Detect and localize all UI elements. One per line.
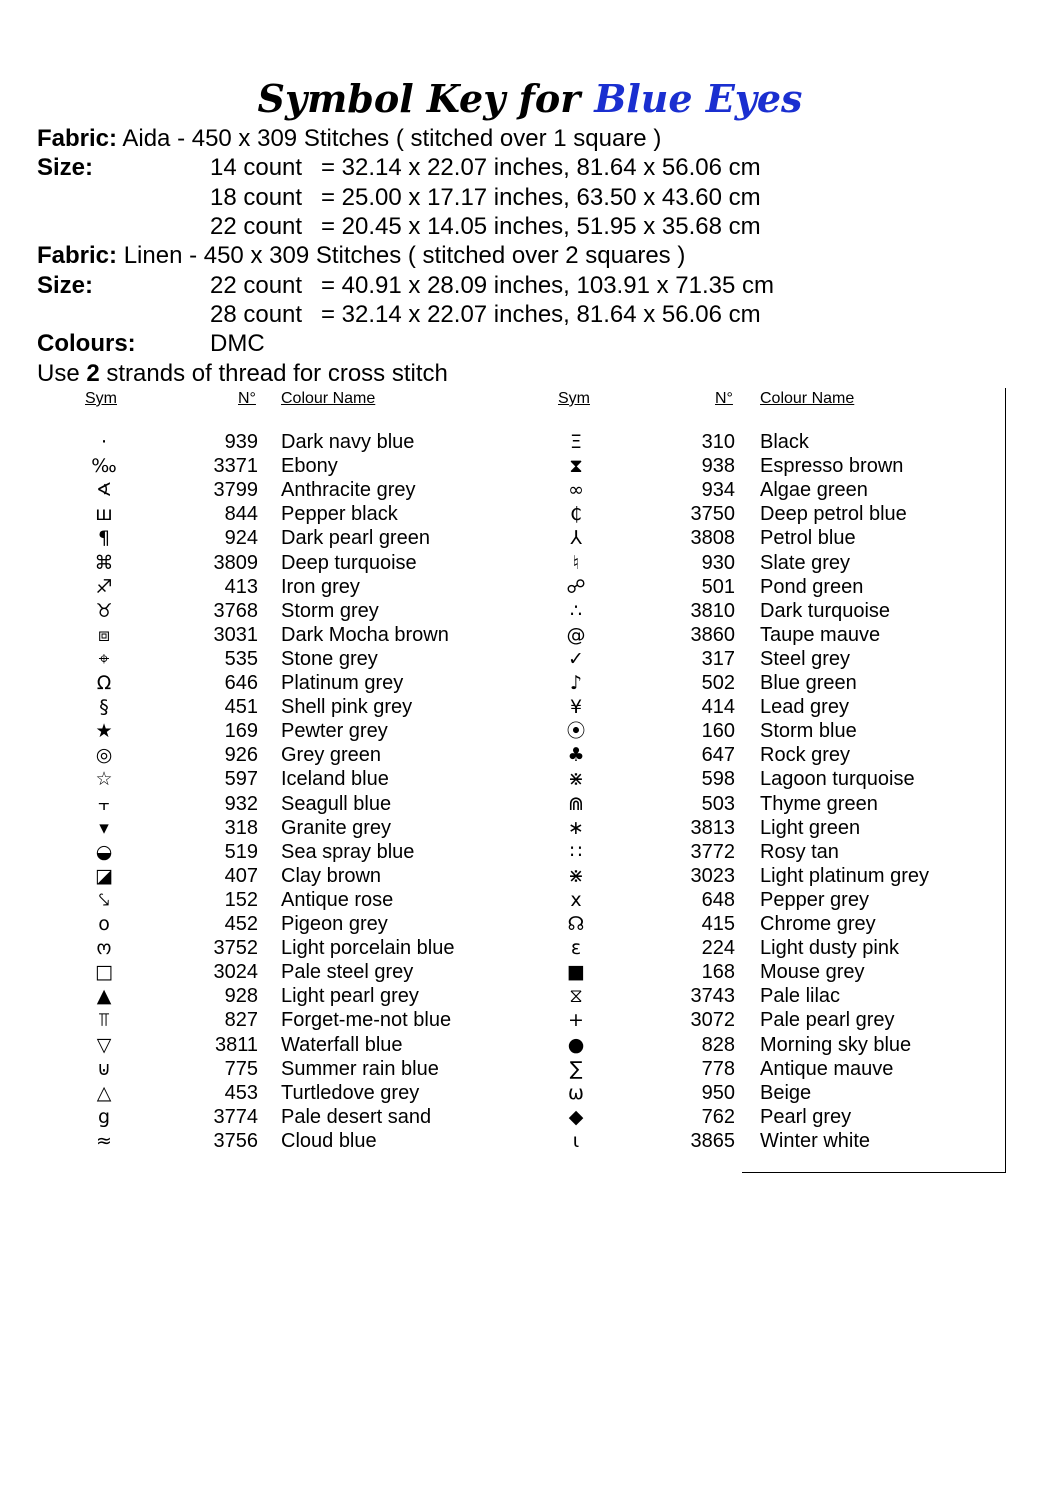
colour-name: Clay brown: [281, 865, 382, 887]
symbol-glyph: ⦿: [566, 720, 586, 742]
symbol-glyph: Ξ: [569, 431, 582, 453]
colours-line: [37, 329, 265, 358]
colour-name: Steel grey: [760, 648, 851, 670]
dmc-number: 3371: [213, 455, 258, 477]
dmc-number: 3860: [690, 624, 735, 646]
dmc-number: 648: [701, 889, 735, 911]
dmc-number: 453: [224, 1082, 258, 1104]
symbol-glyph: ⫪: [98, 1009, 110, 1031]
dmc-number: 3756: [213, 1130, 258, 1152]
dmc-number: 3809: [213, 552, 258, 574]
symbol-glyph: @: [566, 624, 586, 646]
colour-name: Stone grey: [281, 648, 378, 670]
dmc-number: 3750: [690, 503, 735, 525]
symbol-glyph: ⫟: [98, 793, 110, 815]
colour-name: Turtledove grey: [281, 1082, 420, 1104]
table-right-border: [1005, 388, 1006, 1173]
dmc-number: 503: [701, 793, 735, 815]
dmc-number: 3031: [213, 624, 258, 646]
dmc-number: 451: [224, 696, 258, 718]
colour-name: Pale desert sand: [281, 1106, 432, 1128]
symbol-glyph: ▾: [99, 817, 109, 839]
symbol-glyph: ∴: [569, 600, 583, 622]
dmc-number: 934: [701, 479, 735, 501]
dmc-number: 3799: [213, 479, 258, 501]
colour-name: Petrol blue: [760, 527, 856, 549]
symbol-glyph: g: [97, 1106, 111, 1128]
dmc-number: 224: [701, 937, 735, 959]
dmc-number: 152: [224, 889, 258, 911]
linen-fabric-line: [37, 241, 685, 270]
dmc-number: 924: [224, 527, 258, 549]
dmc-number: 597: [224, 768, 258, 790]
colour-name: Slate grey: [760, 552, 851, 574]
size-dims: = 20.45 x 14.05 inches, 51.95 x 35.68 cm: [321, 213, 761, 240]
colour-name: Light dusty pink: [760, 937, 899, 959]
symbol-glyph: ♉: [95, 600, 113, 622]
page-title: [0, 76, 1060, 121]
symbol-glyph: ‰: [91, 455, 117, 477]
dmc-number: 3774: [213, 1106, 258, 1128]
dmc-number: 928: [224, 985, 258, 1007]
symbol-glyph: □: [95, 961, 113, 983]
dmc-number: 844: [224, 503, 258, 525]
colour-name: Pearl grey: [760, 1106, 852, 1128]
colour-name: Deep petrol blue: [760, 503, 907, 525]
colour-name: Pale pearl grey: [760, 1009, 895, 1031]
table-bottom-border: [742, 1172, 1006, 1173]
dmc-number: 646: [224, 672, 258, 694]
size-label: Size:: [37, 154, 94, 181]
header-num-right: N°: [715, 390, 733, 407]
dmc-number: 414: [701, 696, 735, 718]
colour-name: Dark pearl green: [281, 527, 430, 549]
symbol-glyph: ⋒: [568, 793, 584, 815]
aida-size-line-1: [37, 153, 761, 182]
colour-name: Dark turquoise: [760, 600, 891, 622]
colour-name: Morning sky blue: [760, 1034, 912, 1056]
dmc-number: 762: [701, 1106, 735, 1128]
colour-name: Light green: [760, 817, 861, 839]
dmc-number: 3808: [690, 527, 735, 549]
symbol-glyph: ш: [95, 503, 113, 525]
symbol-glyph: ▽: [96, 1034, 112, 1056]
colour-name: Summer rain blue: [281, 1058, 439, 1080]
dmc-number: 930: [701, 552, 735, 574]
fabric-label: Fabric:: [37, 242, 118, 269]
aida-fabric-line: [37, 124, 661, 153]
dmc-number: 932: [224, 793, 258, 815]
colour-name: Black: [760, 431, 809, 453]
symbol-glyph: ⌘: [94, 552, 114, 574]
symbol-glyph: ♮: [572, 552, 580, 574]
strands-count: 2: [86, 360, 100, 387]
dmc-number: 318: [224, 817, 258, 839]
symbol-glyph: ⧈: [97, 624, 111, 646]
colour-name: Winter white: [760, 1130, 871, 1152]
colour-name: Dark navy blue: [281, 431, 415, 453]
size-count: 28 count: [210, 301, 303, 328]
symbol-glyph: x: [570, 889, 582, 911]
dmc-number: 3072: [690, 1009, 735, 1031]
fabric-label: Fabric:: [37, 125, 118, 152]
colour-name: Lagoon turquoise: [760, 768, 915, 790]
dmc-number: 502: [701, 672, 735, 694]
colour-name: Iron grey: [281, 576, 360, 598]
colour-name: Iceland blue: [281, 768, 389, 790]
colour-name: Lead grey: [760, 696, 849, 718]
dmc-number: 160: [701, 720, 735, 742]
size-count: 22 count: [210, 272, 303, 299]
colour-name: Pewter grey: [281, 720, 388, 742]
symbol-glyph: △: [96, 1082, 112, 1104]
dmc-number: 3768: [213, 600, 258, 622]
dmc-number: 827: [224, 1009, 258, 1031]
symbol-glyph: ◆: [568, 1106, 584, 1128]
symbol-glyph: ·: [100, 431, 108, 453]
symbol-glyph: Ω: [96, 672, 112, 694]
dmc-number: 598: [701, 768, 735, 790]
symbol-glyph: ☍: [566, 576, 586, 598]
symbol-glyph: ◪: [95, 865, 113, 887]
strands-instruction: [37, 359, 448, 388]
colour-name: Light pearl grey: [281, 985, 419, 1007]
symbol-glyph: ¶: [97, 527, 111, 549]
colour-name: Pond green: [760, 576, 864, 598]
colour-name: Grey green: [281, 744, 382, 766]
size-dims: = 40.91 x 28.09 inches, 103.91 x 71.35 cm: [321, 272, 774, 299]
colour-name: Blue green: [760, 672, 857, 694]
colour-name: Pigeon grey: [281, 913, 388, 935]
symbol-glyph: ⧖: [569, 985, 583, 1007]
colour-name: Seagull blue: [281, 793, 392, 815]
dmc-number: 3772: [690, 841, 735, 863]
colour-name: Chrome grey: [760, 913, 876, 935]
symbol-glyph: +: [568, 1009, 584, 1031]
dmc-number: 775: [224, 1058, 258, 1080]
dmc-number: 926: [224, 744, 258, 766]
linen-size-line-1: [37, 271, 774, 300]
symbol-glyph: ⋇: [568, 768, 584, 790]
symbol-glyph: o: [98, 913, 110, 935]
symbol-glyph: ◒: [95, 841, 113, 863]
colour-name: Storm blue: [760, 720, 857, 742]
dmc-number: 415: [701, 913, 735, 935]
strands-prefix: Use: [37, 360, 80, 387]
colour-name: Rock grey: [760, 744, 851, 766]
colour-name: Platinum grey: [281, 672, 404, 694]
symbol-glyph: ♐: [95, 576, 113, 598]
colour-name: Antique rose: [281, 889, 394, 911]
colour-name: Waterfall blue: [281, 1034, 403, 1056]
header-sym-right: Sym: [558, 390, 590, 407]
symbol-glyph: ∑: [569, 1058, 583, 1080]
symbol-glyph: ⌖: [98, 648, 110, 670]
dmc-number: 3752: [213, 937, 258, 959]
symbol-glyph: ⅄: [570, 527, 582, 549]
symbol-glyph: ∗: [568, 817, 584, 839]
colour-name: Beige: [760, 1082, 812, 1104]
size-count: 18 count: [210, 184, 303, 211]
symbol-glyph: ♪: [569, 672, 583, 694]
colour-name: Rosy tan: [760, 841, 839, 863]
colour-name: Storm grey: [281, 600, 379, 622]
symbol-glyph: ∢: [96, 479, 112, 501]
symbol-glyph: ∞: [568, 479, 584, 501]
symbol-glyph: ɩ: [572, 1130, 580, 1152]
size-dims: = 25.00 x 17.17 inches, 63.50 x 43.60 cm: [321, 184, 761, 211]
symbol-glyph: ☆: [95, 768, 113, 790]
colour-name: Ebony: [281, 455, 338, 477]
colour-name: Pale lilac: [760, 985, 841, 1007]
dmc-number: 452: [224, 913, 258, 935]
colours-value: DMC: [210, 330, 265, 357]
dmc-number: 647: [701, 744, 735, 766]
symbol-glyph: ♣: [567, 744, 585, 766]
dmc-number: 938: [701, 455, 735, 477]
dmc-number: 310: [701, 431, 735, 453]
symbol-glyph: ⤥: [98, 889, 110, 911]
symbol-glyph: ∷: [569, 841, 583, 863]
colour-name: Thyme green: [760, 793, 878, 815]
dmc-number: 828: [701, 1034, 735, 1056]
title-pattern-name: Blue Eyes: [594, 76, 803, 121]
dmc-number: 317: [701, 648, 735, 670]
dmc-number: 3811: [214, 1034, 258, 1056]
header-name-left: Colour Name: [281, 390, 376, 407]
colour-name: Sea spray blue: [281, 841, 415, 863]
dmc-number: 3813: [690, 817, 735, 839]
dmc-number: 413: [224, 576, 258, 598]
colour-name: Deep turquoise: [281, 552, 417, 574]
symbol-glyph: ●: [567, 1034, 585, 1056]
colour-name: Pepper grey: [760, 889, 869, 911]
strands-suffix: strands of thread for cross stitch: [106, 360, 448, 387]
dmc-number: 3024: [213, 961, 258, 983]
dmc-number: 169: [224, 720, 258, 742]
colour-name: Anthracite grey: [281, 479, 416, 501]
colours-label: Colours:: [37, 330, 136, 357]
dmc-number: 3865: [690, 1130, 735, 1152]
symbol-glyph: ⋇: [568, 865, 584, 887]
symbol-glyph: ⧗: [569, 455, 583, 477]
symbol-glyph: ■: [567, 961, 585, 983]
colour-name: Granite grey: [281, 817, 392, 839]
colour-name: Light porcelain blue: [281, 937, 455, 959]
size-count: 22 count: [210, 213, 303, 240]
colour-name: Mouse grey: [760, 961, 865, 983]
size-label: Size:: [37, 272, 94, 299]
symbol-glyph: ☊: [567, 913, 585, 935]
colour-name: Antique mauve: [760, 1058, 894, 1080]
symbol-glyph: ▲: [96, 985, 112, 1007]
dmc-number: 501: [701, 576, 735, 598]
aida-fabric-text: Aida - 450 x 309 Stitches ( stitched over 1 square ): [122, 125, 662, 152]
colour-name: Pepper black: [281, 503, 398, 525]
colour-name: Forget-me-not blue: [281, 1009, 452, 1031]
header-sym-left: Sym: [85, 390, 117, 407]
colour-name: Taupe mauve: [760, 624, 881, 646]
size-count: 14 count: [210, 154, 303, 181]
symbol-glyph: ⊍: [97, 1058, 111, 1080]
colour-name: Cloud blue: [281, 1130, 377, 1152]
symbol-glyph: ◎: [95, 744, 113, 766]
symbol-glyph: ო: [96, 937, 112, 959]
dmc-number: 939: [224, 431, 258, 453]
dmc-number: 3743: [690, 985, 735, 1007]
dmc-number: 950: [701, 1082, 735, 1104]
header-name-right: Colour Name: [760, 390, 855, 407]
colour-name: Pale steel grey: [281, 961, 414, 983]
symbol-glyph: §: [99, 696, 109, 718]
colour-name: Light platinum grey: [760, 865, 929, 887]
symbol-glyph: ★: [95, 720, 113, 742]
dmc-number: 778: [701, 1058, 735, 1080]
colour-name: Dark Mocha brown: [281, 624, 449, 646]
header-num-left: N°: [238, 390, 256, 407]
title-prefix: Symbol Key for: [257, 76, 581, 121]
dmc-number: 3023: [690, 865, 735, 887]
dmc-number: 519: [224, 841, 258, 863]
size-dims: = 32.14 x 22.07 inches, 81.64 x 56.06 cm: [321, 154, 761, 181]
dmc-number: 168: [701, 961, 735, 983]
symbol-glyph: ₵: [569, 503, 583, 525]
size-dims: = 32.14 x 22.07 inches, 81.64 x 56.06 cm: [321, 301, 761, 328]
symbol-glyph: ¥: [569, 696, 583, 718]
colour-name: Shell pink grey: [281, 696, 413, 718]
dmc-number: 407: [224, 865, 258, 887]
symbol-glyph: ≈: [96, 1130, 112, 1152]
colour-name: Espresso brown: [760, 455, 904, 477]
dmc-number: 535: [224, 648, 258, 670]
dmc-number: 3810: [690, 600, 735, 622]
colour-name: Algae green: [760, 479, 868, 501]
linen-fabric-text: Linen - 450 x 309 Stitches ( stitched over 2 squares ): [123, 242, 686, 269]
symbol-glyph: ω: [568, 1082, 584, 1104]
symbol-glyph: ✓: [568, 648, 584, 670]
symbol-glyph: ɛ: [570, 937, 582, 959]
